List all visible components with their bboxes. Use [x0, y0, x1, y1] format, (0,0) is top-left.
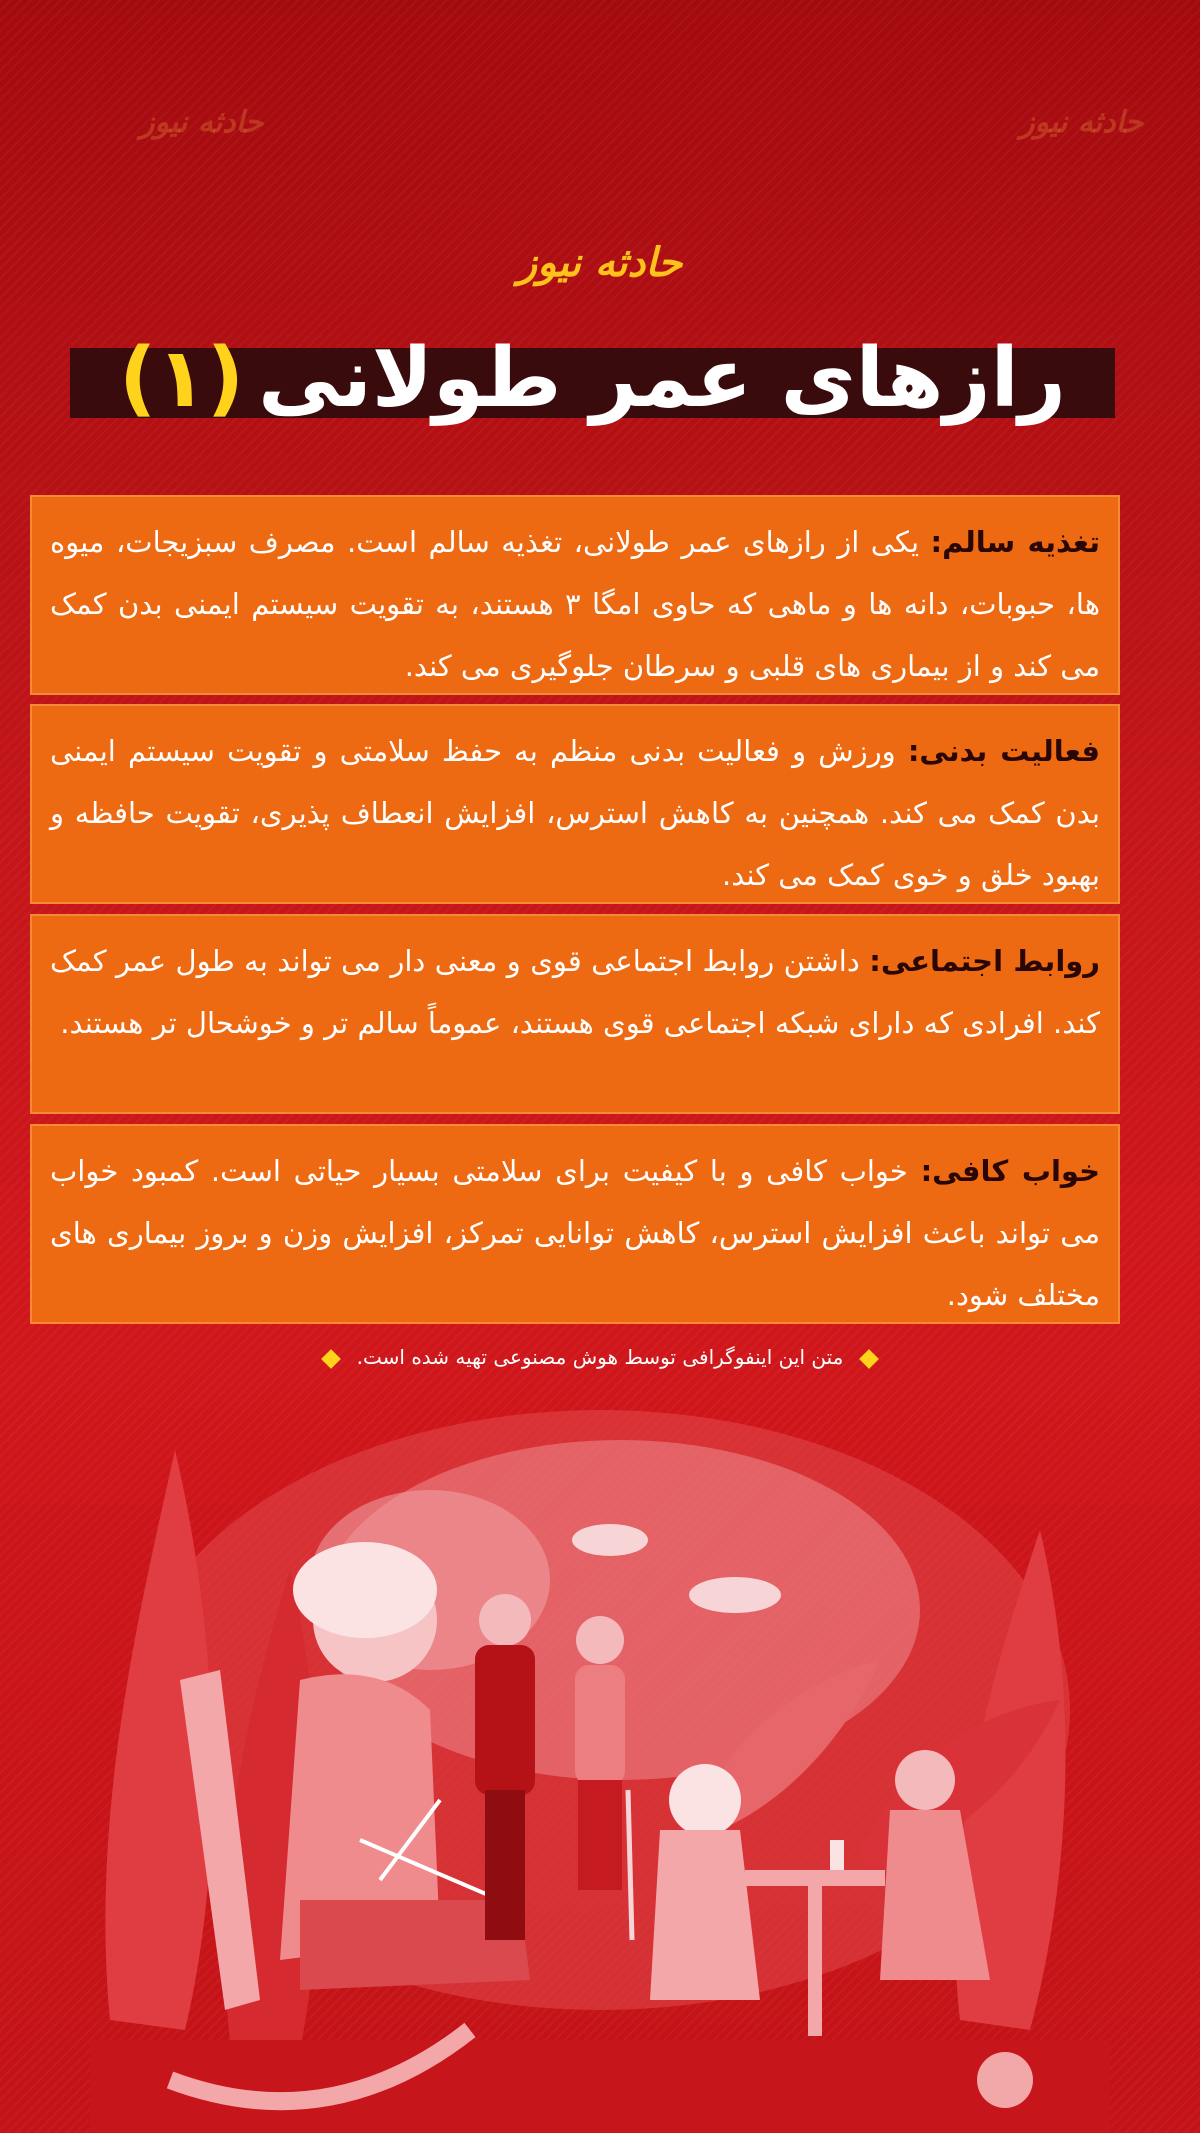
tip-body: یکی از رازهای عمر طولانی، تغذیه سالم است. مصرف سبزیجات، میوه ها، حبوبات، دانه ها و ماهی که حاوی امگا ۳ هستند، به تقویت سیستم ایمنی بدن کمک می کند و از بیماری های قلبی و سرطان جلوگیری می کند. [50, 525, 1101, 683]
tip-heading: فعالیت بدنی: [907, 734, 1100, 768]
tip-heading: روابط اجتماعی: [869, 944, 1100, 978]
tip-card-physical-activity [30, 704, 1120, 904]
player-man-head [895, 1750, 955, 1810]
grandpa-head [479, 1594, 531, 1646]
tip-card-social-relations [30, 914, 1120, 1114]
ground [90, 2040, 1110, 2133]
player-woman-head [669, 1764, 741, 1836]
brand-logo: حادثه نیوز [517, 240, 683, 286]
grandma-hair [293, 1542, 437, 1638]
grandmother-head [576, 1616, 624, 1664]
tip-heading: خواب کافی: [920, 1154, 1100, 1188]
ai-disclaimer-text: متن این اینفوگرافی توسط هوش مصنوعی تهیه شده است. [356, 1345, 844, 1369]
page-title-number: (۱) [119, 330, 245, 426]
tip-heading: تغذیه سالم: [930, 525, 1101, 559]
page-title-text: رازهای عمر طولانی [258, 330, 1066, 426]
chess-table-leg [808, 1886, 822, 2036]
diamond-bullet-icon [321, 1349, 341, 1369]
chess-piece-icon [830, 1840, 844, 1870]
tip-card-sufficient-sleep [30, 1124, 1120, 1324]
elderly-leisure-illustration [0, 1380, 1200, 2133]
ai-disclaimer-note [0, 1345, 1200, 1369]
grandmother-skirt [578, 1780, 622, 1890]
watermark-logo-left: حادثه نیوز [140, 105, 264, 140]
tip-body: داشتن روابط اجتماعی قوی و معنی دار می تواند به طول عمر کمک کند. افرادی که دارای شبکه اجتماعی قوی هستند، عموماً سالم تر و خوشحال تر هستند. [50, 944, 1100, 1040]
grandmother-body [575, 1665, 625, 1785]
grandpa-legs [485, 1790, 525, 1940]
yarn-ball-icon [977, 2052, 1033, 2108]
tip-card-healthy-nutrition [30, 495, 1120, 695]
cloud-icon [572, 1524, 648, 1556]
grandpa-body [475, 1645, 535, 1795]
page-title [70, 318, 1115, 438]
diamond-bullet-icon [859, 1349, 879, 1369]
watermark-logo-right: حادثه نیوز [1020, 105, 1144, 140]
cloud-icon [689, 1577, 781, 1613]
chess-table-top [745, 1870, 885, 1886]
tip-body: خواب کافی و با کیفیت برای سلامتی بسیار حیاتی است. کمبود خواب می تواند باعث افزایش استرس، کاهش توانایی تمرکز، افزایش وزن و بروز بیماری های مختلف شود. [50, 1154, 1100, 1312]
tip-body: ورزش و فعالیت بدنی منظم به حفظ سلامتی و تقویت سیستم ایمنی بدن کمک می کند. همچنین به کاهش استرس، افزایش انعطاف پذیری، تقویت حافظه و بهبود خلق و خوی کمک می کند. [50, 734, 1100, 892]
